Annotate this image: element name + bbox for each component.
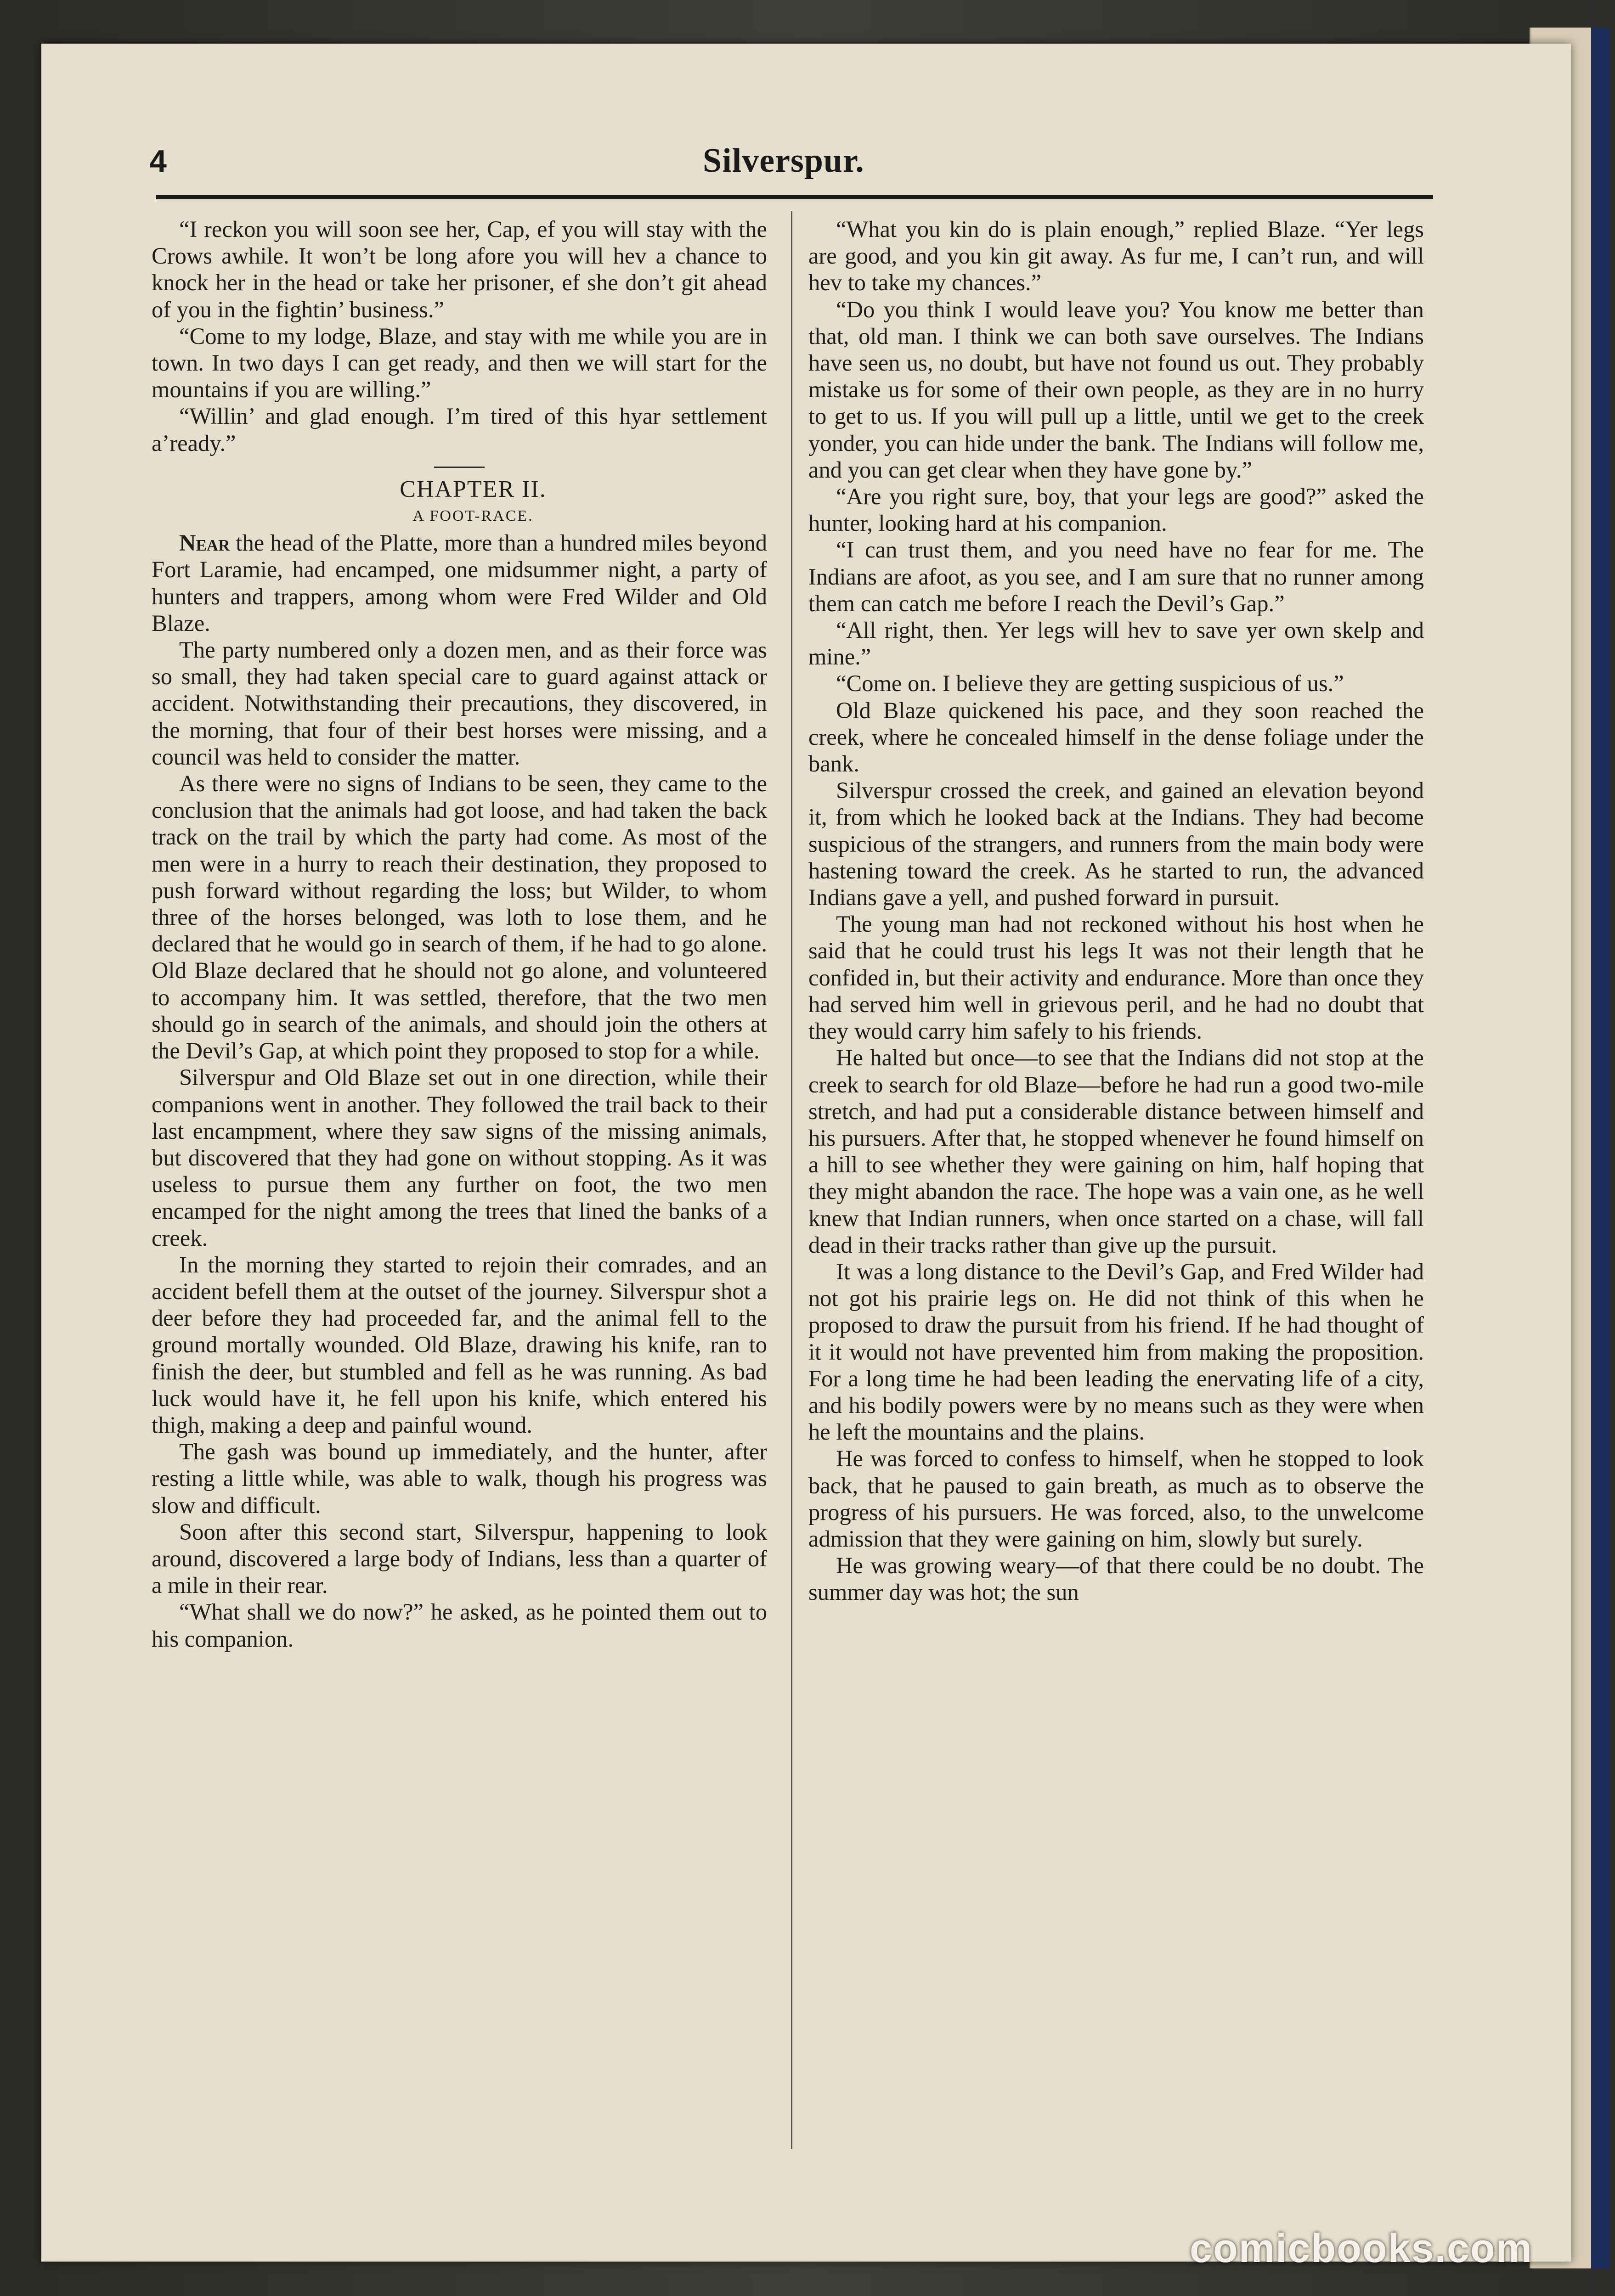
paragraph — [152, 529, 767, 636]
paragraph: “What shall we do now?” he asked, as he pointed them out to his companion. — [152, 1599, 767, 1652]
paragraph: The gash was bound up immediately, and the hunter, after resting a little while, was able to walk, though his progress was slow and difficult. — [152, 1439, 767, 1518]
paragraph: Old Blaze quickened his pace, and they soon reached the creek, where he concealed himself in the dense foliage under the bank. — [808, 697, 1424, 777]
header-rule — [156, 195, 1433, 199]
paragraph: The young man had not reckoned without his host when he said that he could trust his legs It was not their length that he confided in, but their activity and endurance. More than once they had served him well in grievous peril, and he had no doubt that they would carry him safely to his friends. — [808, 911, 1424, 1044]
paragraph: He halted but once—to see that the Indians did not stop at the creek to search for old Blaze—before he had run a good two-mile stretch, and had put a considerable distance between himself and his pursuers. After that, he stopped whenever he found himself on a hill to see whether they were gaining on him, half hoping that they might abandon the race. The hope was a vain one, as he well knew that Indian runners, when once started on a chase, will fall dead in their tracks rather than give up the pursuit. — [808, 1045, 1424, 1258]
paragraph: It was a long distance to the Devil’s Gap, and Fred Wilder had not got his prairie legs on. He did not think of this when he proposed to draw the pursuit from his friend. If he had thought of it it would not have prevented him from making the proposition. For a long time he had been leading the enervating life of a city, and his bodily powers were by no means such as they were when he left the mountains and the plains. — [808, 1258, 1424, 1445]
paragraph: “Are you right sure, boy, that your legs are good?” asked the hunter, looking hard at his companion. — [808, 484, 1424, 536]
left-column — [152, 216, 767, 2172]
running-title: Silverspur. — [703, 142, 864, 180]
paragraph: In the morning they started to rejoin their comrades, and an accident befell them at the outset of the journey. Silverspur shot a deer before they had proceeded far, and the animal fell to the ground mortally wounded. Old Blaze, drawing his knife, ran to finish the deer, but stumbled and fell as he was running. As bad luck would have it, he fell upon his knife, which entered his thigh, making a deep and painful wound. — [152, 1251, 767, 1438]
paragraph: “Willin’ and glad enough. I’m tired of this hyar settlement a’ready.” — [152, 403, 767, 456]
paragraph: “What you kin do is plain enough,” replied Blaze. “Yer legs are good, and you kin git away. As fur me, I can’t run, and will hev to take my chances.” — [808, 216, 1424, 296]
chapter-title: CHAPTER II. — [400, 476, 547, 502]
column-divider — [791, 211, 792, 2149]
page-number: 4 — [149, 144, 167, 179]
paragraph: As there were no signs of Indians to be seen, they came to the conclusion that the animals had got loose, and had taken the back track on the trail by which the party had come. As most of the men were in a hurry to reach their destination, they proposed to push forward without regarding the loss; but Wilder, to whom three of the horses belonged, was loth to lose them, and he declared that he would go in search of them, if he had to go alone. Old Blaze declared that he should not go alone, and volunteered to accompany him. It was settled, therefore, that the two men should go in search of the animals, and should join the others at the Devil’s Gap, at which point they proposed to stop for a while. — [152, 771, 767, 1064]
right-column — [808, 216, 1424, 2172]
paragraph: Silverspur crossed the creek, and gained an elevation beyond it, from which he looked back at the Indians. They had become suspicious of the strangers, and runners from the main body were hastening toward the creek. As he started to run, the advanced Indians gave a yell, and pushed forward in pursuit. — [808, 777, 1424, 911]
paragraph-text: the head of the Platte, more than a hundred miles beyond Fort Laramie, had encamped, one midsummer night, a party of hunters and trappers, among whom were Fred Wilder and Old Blaze. — [152, 530, 767, 636]
page-header — [96, 133, 1433, 188]
paragraph: “Do you think I would leave you? You know me better than that, old man. I think we can both save ourselves. The Indians have seen us, no doubt, but have not found us out. They probably mistake us for some of their own people, as they are in no hurry to get to us. If you will pull up a little, until we get to the creek yonder, you can hide under the bank. The Indians will follow me, and you can get clear when they have gone by.” — [808, 296, 1424, 483]
paragraph: Soon after this second start, Silverspur, happening to look around, discovered a large body of Indians, less than a quarter of a mile in their rear. — [152, 1519, 767, 1598]
paragraph: “I reckon you will soon see her, Cap, ef you will stay with the Crows awhile. It won’t be long afore you will hev a chance to knock her in the head or take her prisoner, ef she don’t git ahead of you in the fightin’ business.” — [152, 216, 767, 322]
site-watermark: comicbooks.com — [1190, 2225, 1533, 2271]
paragraph: “Come on. I believe they are getting suspicious of us.” — [836, 670, 1344, 697]
paragraph: The party numbered only a dozen men, and as their force was so small, they had taken special care to guard against attack or accident. Notwithstanding their precautions, they discovered, in the morning, that four of their best horses were missing, and a council was held to consider the matter. — [152, 637, 767, 770]
paragraph: Silverspur and Old Blaze set out in one direction, while their companions went in another. They followed the trail back to their last encampment, where they saw signs of the missing animals, but discovered that they had gone on without stopping. As it was useless to pursue them any further on foot, the two men encamped for the night among the trees that lined the banks of a creek. — [152, 1064, 767, 1251]
paragraph: He was forced to confess to himself, when he stopped to look back, that he paused to gain breath, as much as to observe the progress of his pursuers. He was forced, also, to the unwelcome admission that they were gaining on him, slowly but surely. — [808, 1446, 1424, 1552]
drop-word: Near — [179, 530, 230, 556]
chapter-divider — [434, 467, 485, 468]
chapter-subtitle: A FOOT-RACE. — [412, 507, 534, 525]
paragraph: “Come to my lodge, Blaze, and stay with me while you are in town. In two days I can get ready, and then we will start for the mountains if you are willing.” — [152, 323, 767, 403]
paragraph: “I can trust them, and you need have no fear for me. The Indians are afoot, as you see, and I am sure that no runner among them can catch me before I reach the Devil’s Gap.” — [808, 537, 1424, 616]
paragraph: “All right, then. Yer legs will hev to save yer own skelp and mine.” — [808, 617, 1424, 670]
paragraph: He was growing weary—of that there could be no doubt. The summer day was hot; the sun — [808, 1553, 1424, 1605]
